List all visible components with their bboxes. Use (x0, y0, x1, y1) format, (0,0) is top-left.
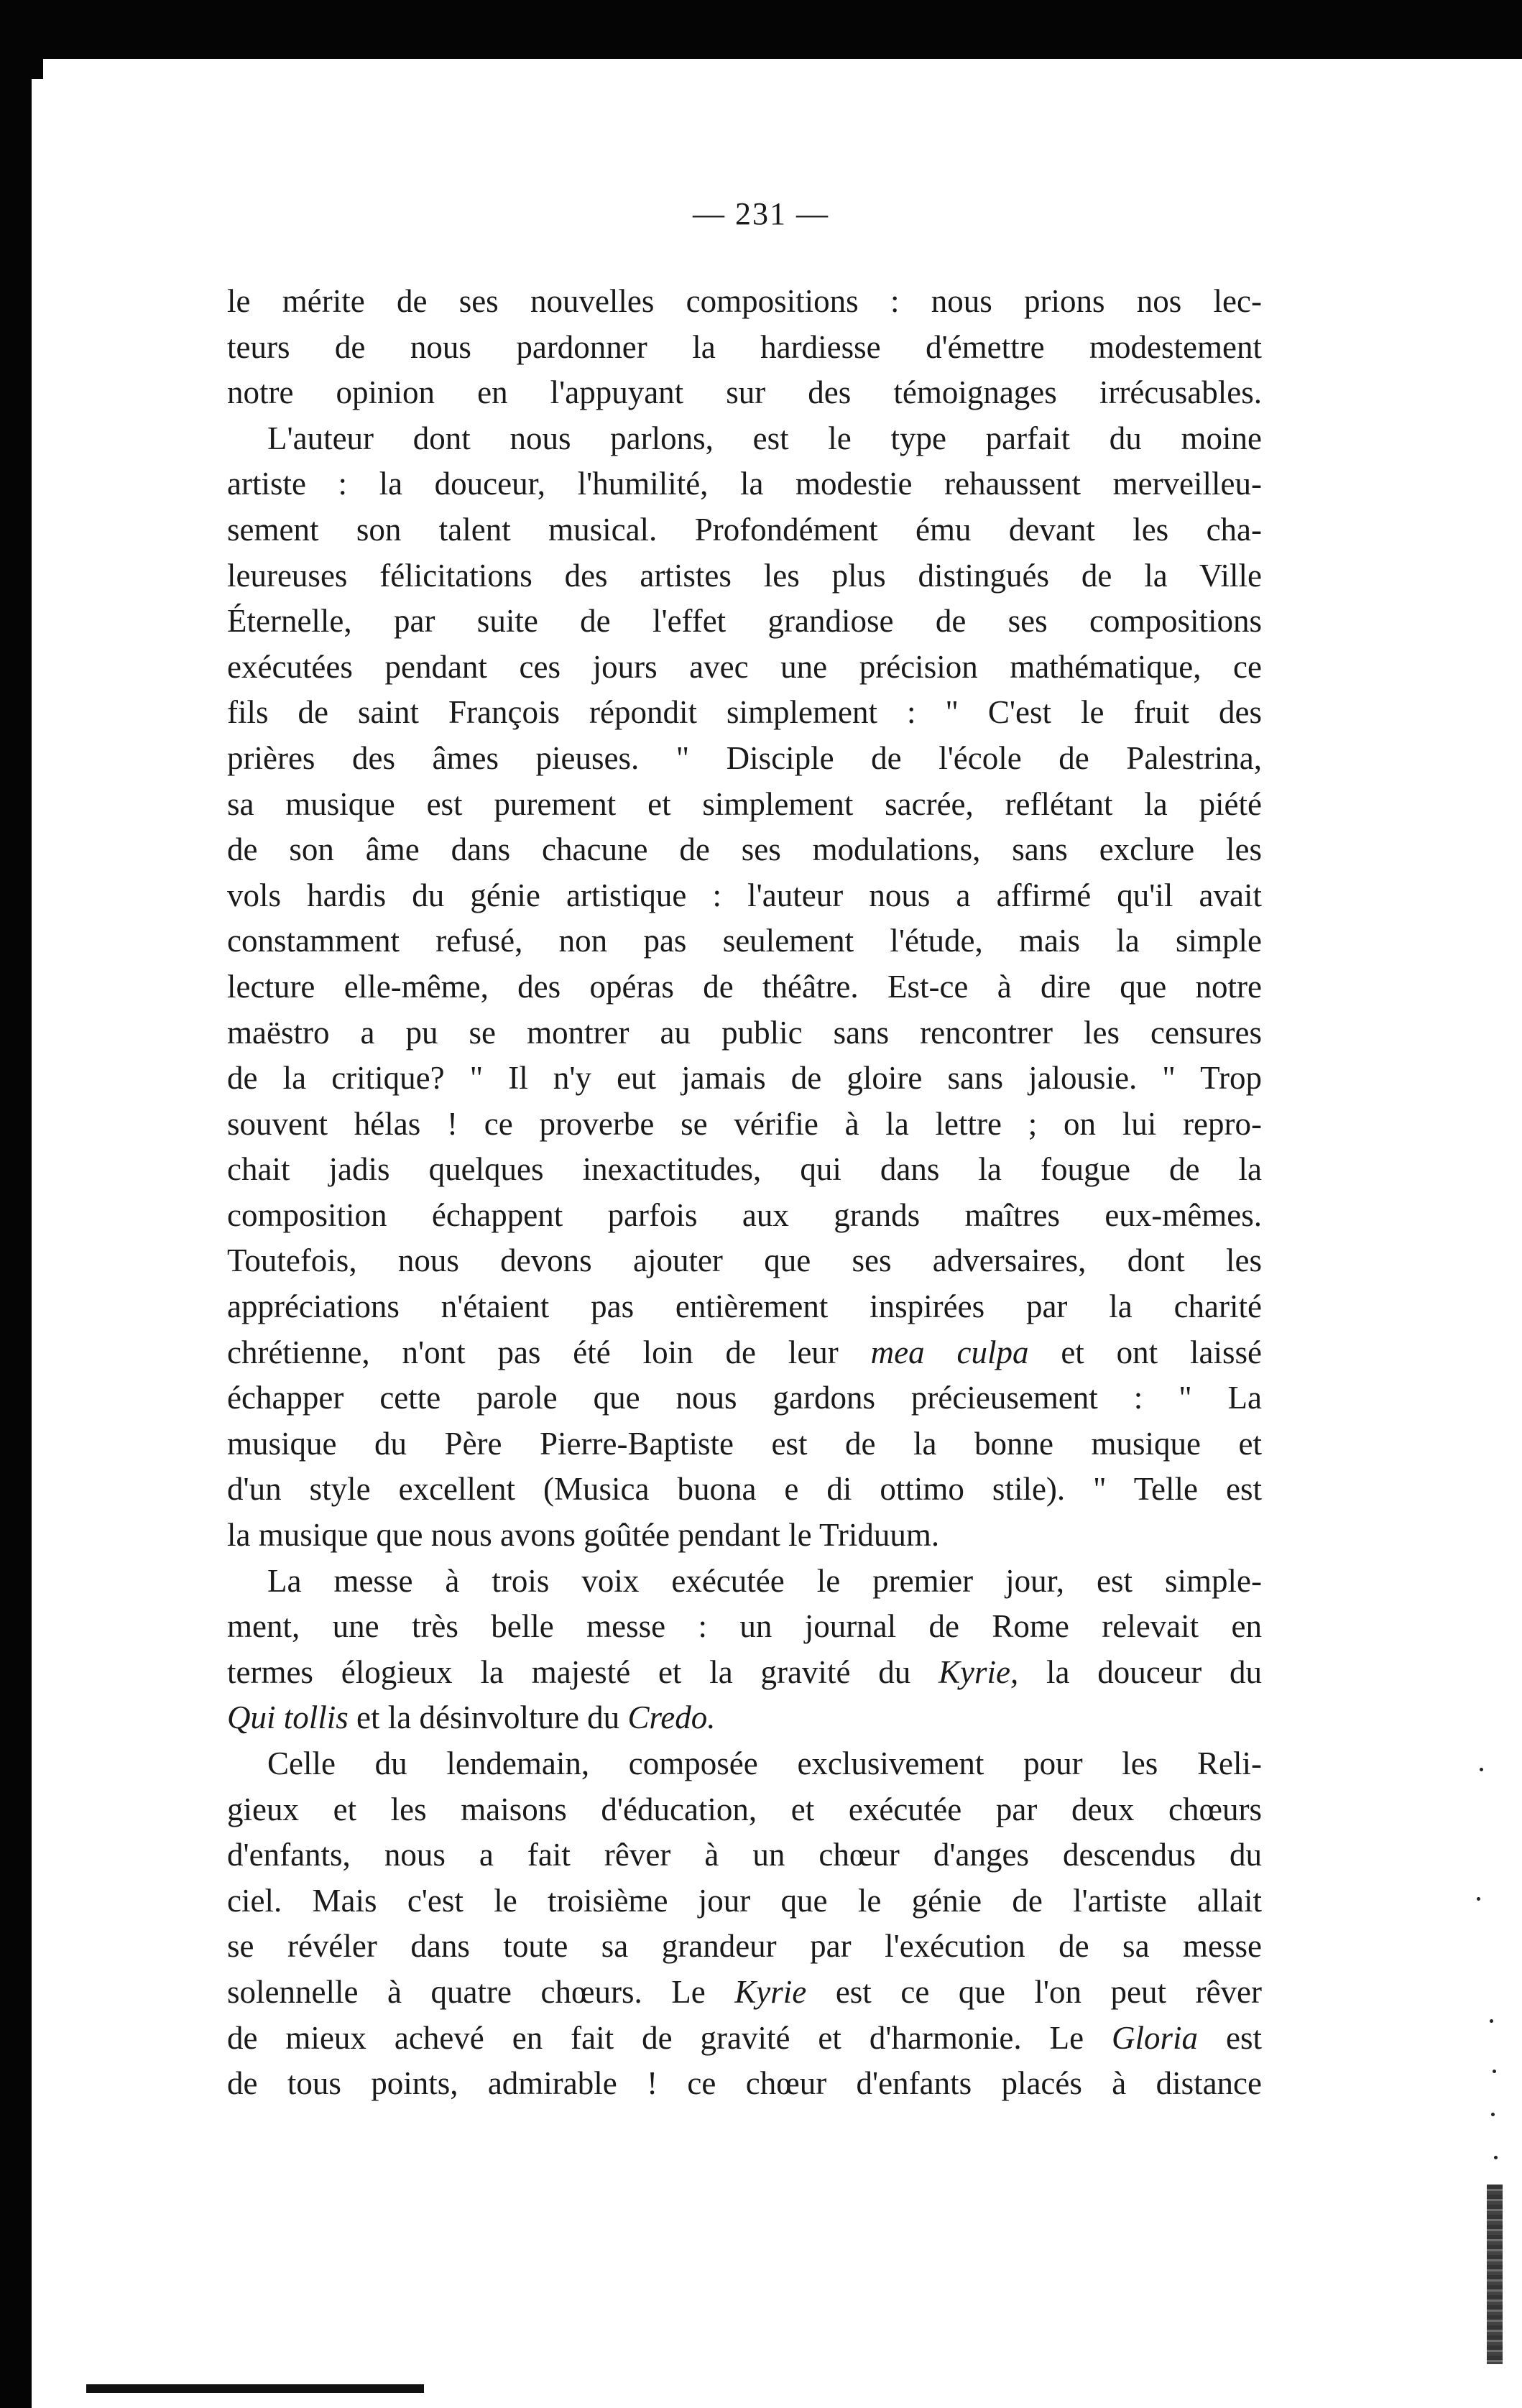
italic-run: Qui tollis (227, 1699, 349, 1736)
text-line: leureuses félicitations des artistes les plus distingués de la Ville (227, 557, 1262, 594)
text-line: prières des âmes pieuses. " Disciple de l'école de Palestrina, (227, 739, 1262, 776)
text-run: la douceur du (1018, 1653, 1262, 1690)
body-text (227, 279, 1262, 2107)
text-line-mixed (227, 1650, 1262, 1696)
text-line: d'enfants, nous a fait rêver à un chœur d'anges descendus du (227, 1837, 1262, 1873)
text-line: exécutées pendant ces jours avec une précision mathématique, ce (227, 648, 1262, 685)
text-line: vols hardis du génie artistique : l'auteur nous a affirmé qu'il avait (227, 877, 1262, 913)
text-line: fils de saint François répondit simplement : " C'est le fruit des (227, 694, 1262, 731)
text-line-mixed (227, 2016, 1262, 2062)
italic-run: Credo. (627, 1699, 716, 1736)
text-line: chait jadis quelques inexactitudes, qui dans la fougue de la (227, 1151, 1262, 1188)
text-line: gieux et les maisons d'éducation, et exécutée par deux chœurs (227, 1791, 1262, 1827)
text-line: lecture elle-même, des opéras de théâtre. Est-ce à dire que notre (227, 968, 1262, 1005)
text-line: constamment refusé, non pas seulement l'étude, mais la simple (227, 923, 1262, 959)
text-line: teurs de nous pardonner la hardiesse d'émettre modestement (227, 328, 1262, 365)
text-line: Celle du lendemain, composée exclusivement pour les Reli- (267, 1745, 1262, 1781)
scan-border-left (0, 0, 32, 2408)
text-line: de tous points, admirable ! ce chœur d'enfants placés à distance (227, 2065, 1262, 2102)
italic-run: Kyrie (734, 1973, 807, 2010)
text-line: notre opinion en l'appuyant sur des témoignages irrécusables. (227, 374, 1262, 411)
text-line: échapper cette parole que nous gardons précieusement : " La (227, 1380, 1262, 1416)
text-line: souvent hélas ! ce proverbe se vérifie à la lettre ; on lui repro- (227, 1105, 1262, 1142)
text-line-mixed (227, 1695, 1262, 1741)
text-run: solennelle à quatre chœurs. Le (227, 1973, 735, 2010)
text-line: composition échappent parfois aux grands maîtres eux-mêmes. (227, 1196, 1262, 1233)
text-line: de son âme dans chacune de ses modulations, sans exclure les (227, 831, 1262, 868)
text-line: la musique que nous avons goûtée pendant le Triduum. (227, 1517, 940, 1554)
page-number: — 231 — (693, 196, 829, 231)
text-line: appréciations n'étaient pas entièrement inspirées par la charité (227, 1288, 1262, 1325)
text-run: est ce que l'on peut rêver (806, 1973, 1262, 2010)
text-line: ment, une très belle messe : un journal de Rome relevait en (227, 1608, 1262, 1645)
text-run: et la désinvolture du (348, 1699, 628, 1736)
text-line-mixed (227, 1330, 1262, 1376)
text-line: le mérite de ses nouvelles compositions : nous prions nos lec- (227, 283, 1262, 319)
text-line: artiste : la douceur, l'humilité, la modestie rehaussent merveilleu- (227, 466, 1262, 502)
text-line: musique du Père Pierre-Baptiste est de la bonne musique et (227, 1425, 1262, 1462)
scan-edge-specks (1477, 1753, 1505, 2379)
text-run: termes élogieux la majesté et la gravité du (227, 1653, 938, 1690)
text-line: L'auteur dont nous parlons, est le type parfait du moine (267, 420, 1262, 456)
italic-run: Kyrie, (938, 1653, 1019, 1690)
text-run: de mieux achevé en fait de gravité et d'harmonie. Le (227, 2019, 1112, 2056)
text-line: Éternelle, par suite de l'effet grandiose de ses compositions (227, 603, 1262, 640)
scan-border-bottom (86, 2384, 424, 2393)
text-line: La messe à trois voix exécutée le premier jour, est simple- (267, 1562, 1262, 1599)
text-line-mixed (227, 1970, 1262, 2016)
italic-run: Gloria (1112, 2019, 1199, 2056)
italic-run: mea culpa (870, 1334, 1029, 1370)
text-run: et ont laissé (1028, 1334, 1262, 1370)
text-line: d'un style excellent (Musica buona e di ottimo stile). " Telle est (227, 1471, 1262, 1508)
text-line: sa musique est purement et simplement sacrée, reflétant la piété (227, 785, 1262, 822)
text-line: Toutefois, nous devons ajouter que ses adversaires, dont les (227, 1242, 1262, 1279)
text-run: chrétienne, n'ont pas été loin de leur (227, 1334, 871, 1370)
text-line: de la critique? " Il n'y eut jamais de gloire sans jalousie. " Trop (227, 1060, 1262, 1097)
text-line: sement son talent musical. Profondément ému devant les cha- (227, 511, 1262, 548)
text-run: est (1198, 2019, 1262, 2056)
scan-border-top (0, 0, 1522, 59)
text-line: ciel. Mais c'est le troisième jour que le génie de l'artiste allait (227, 1882, 1262, 1919)
text-line: se révéler dans toute sa grandeur par l'exécution de sa messe (227, 1928, 1262, 1965)
text-line: maëstro a pu se montrer au public sans rencontrer les censures (227, 1014, 1262, 1051)
